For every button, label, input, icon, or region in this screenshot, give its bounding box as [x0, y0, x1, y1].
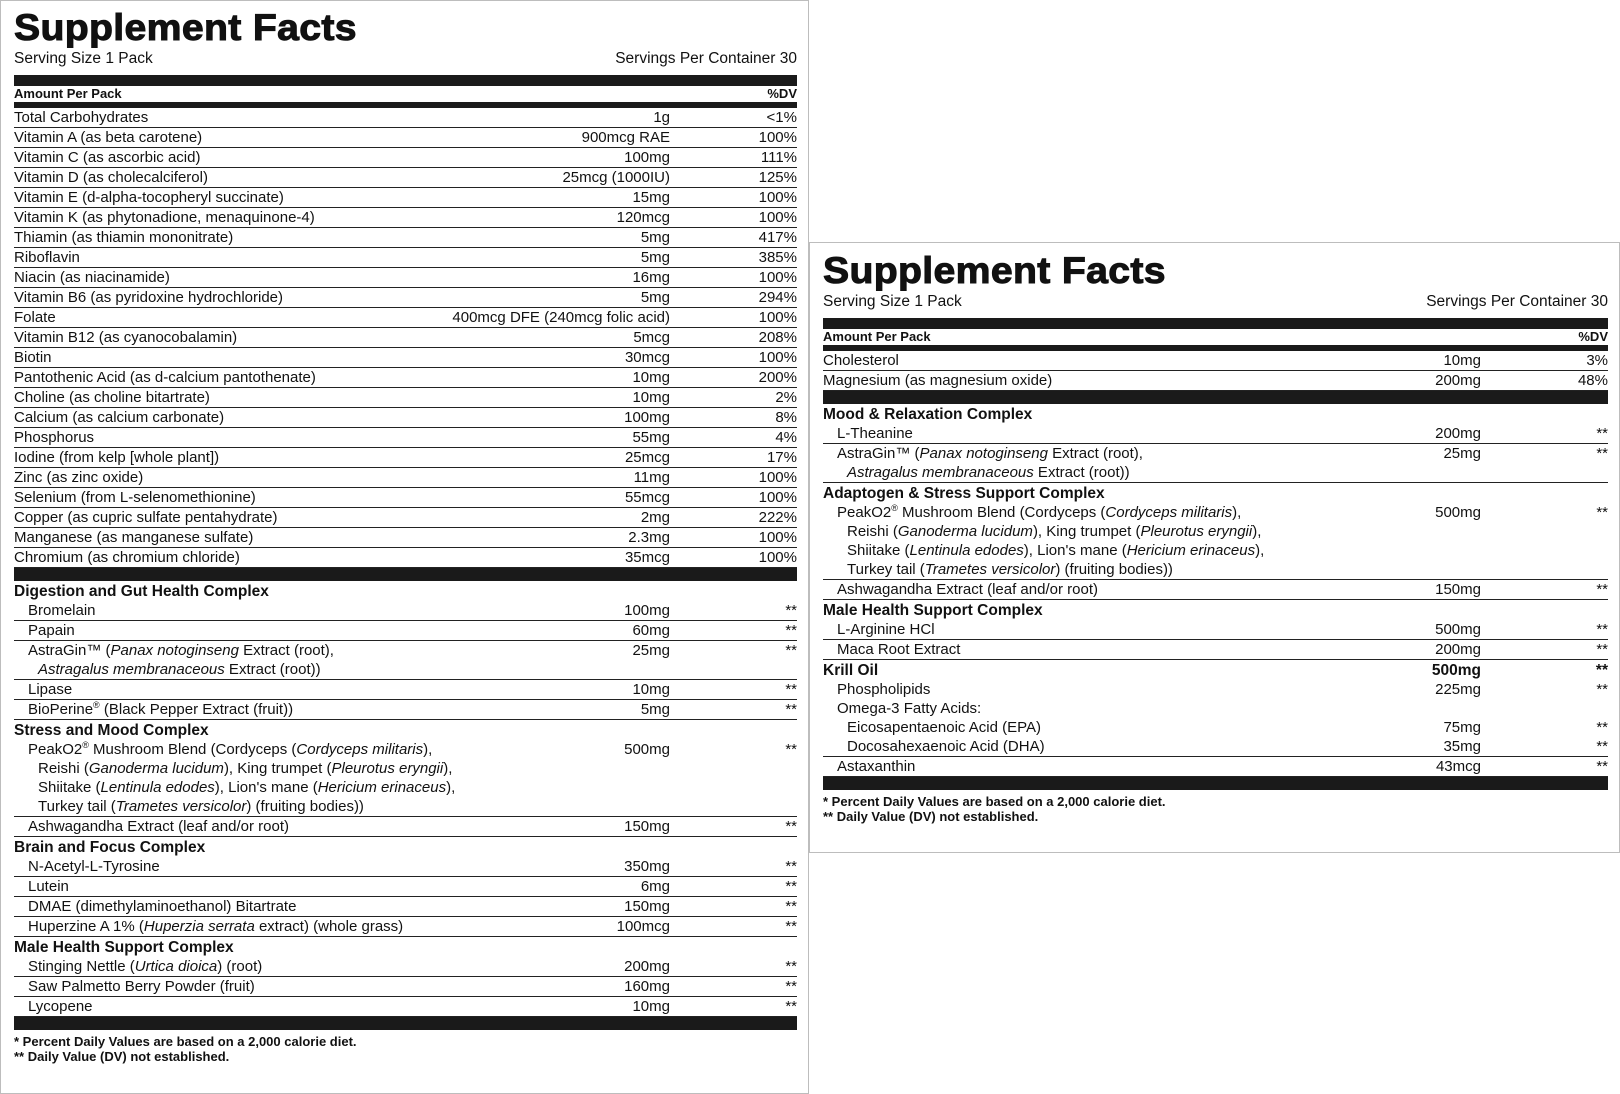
ingredient-amount: 11mg — [633, 469, 670, 486]
ingredient-name: Biotin — [14, 349, 52, 366]
ingredient-amount: 6mg — [640, 878, 670, 895]
ingredient-amount: 75mg — [1443, 719, 1481, 736]
ingredient-amount: 25mcg (1000IU) — [562, 169, 670, 186]
table-row — [14, 877, 797, 897]
divider-bar — [14, 1017, 797, 1030]
table-row — [14, 408, 797, 428]
ingredient-dv: 100% — [758, 349, 797, 366]
table-row — [14, 621, 797, 641]
column-header — [823, 329, 1608, 345]
ingredient-amount: 10mg — [632, 369, 670, 386]
table-row — [823, 620, 1608, 640]
panel-title: Supplement Facts — [823, 250, 1166, 291]
table-row — [14, 428, 797, 448]
ingredient-name: Cholesterol — [823, 352, 899, 369]
ingredient-name: Phospholipids — [837, 681, 931, 698]
table-row — [14, 957, 797, 977]
complex-title — [823, 484, 1608, 503]
ingredient-dv: 208% — [758, 329, 797, 346]
ingredient-dv: 100% — [758, 189, 797, 206]
complex-title — [14, 938, 797, 957]
table-row — [14, 680, 797, 700]
table-row — [14, 641, 797, 680]
ingredient-name: Vitamin E (d-alpha-tocopheryl succinate) — [14, 189, 284, 206]
divider-bar — [823, 777, 1608, 790]
ingredient-name: Ashwagandha Extract (leaf and/or root) — [837, 581, 1098, 598]
table-row — [14, 208, 797, 228]
ingredient-dv: 4% — [775, 429, 797, 446]
ingredient-name: Astaxanthin — [837, 758, 916, 775]
ingredient-amount: 900mcg RAE — [581, 129, 670, 146]
ingredient-name: Zinc (as zinc oxide) — [14, 469, 144, 486]
ingredient-amount: 200mg — [624, 958, 670, 975]
ingredient-amount: 25mg — [1443, 445, 1481, 462]
serving-info — [14, 49, 797, 71]
column-header — [14, 86, 797, 102]
table-row — [823, 640, 1608, 660]
ingredient-name: Docosahexaenoic Acid (DHA) — [847, 738, 1045, 755]
ingredient-amount: 500mg — [1435, 504, 1481, 521]
ingredient-dv: ** — [1596, 641, 1608, 658]
ingredient-name: L-Arginine HCl — [837, 621, 935, 638]
table-row — [14, 168, 797, 188]
table-row — [14, 700, 797, 720]
ingredient-dv: ** — [1596, 681, 1608, 698]
servings-per-container: Servings Per Container 30 — [615, 50, 797, 67]
complex-name: Male Health Support Complex — [823, 602, 1043, 619]
ingredient-amount: 150mg — [624, 818, 670, 835]
ingredient-name: Total Carbohydrates — [14, 109, 149, 126]
dv-header: %DV — [767, 86, 797, 101]
table-row — [14, 188, 797, 208]
ingredient-dv: 100% — [758, 469, 797, 486]
ingredient-name: Stinging Nettle (Urtica dioica) (root) — [28, 958, 263, 975]
complex-name: Digestion and Gut Health Complex — [14, 583, 269, 600]
ingredient-dv: 294% — [758, 289, 797, 306]
ingredient-dv: ** — [785, 878, 797, 895]
ingredient-dv: ** — [1596, 719, 1608, 736]
ingredient-amount: 5mg — [640, 701, 670, 718]
table-row — [14, 368, 797, 388]
ingredient-name: Ashwagandha Extract (leaf and/or root) — [28, 818, 289, 835]
table-row — [14, 328, 797, 348]
table-row — [14, 857, 797, 877]
complex-title — [823, 661, 1608, 680]
ingredient-amount: 10mg — [632, 998, 670, 1015]
serving-size: Serving Size 1 Pack — [14, 50, 153, 67]
ingredient-amount: 15mg — [632, 189, 670, 206]
table-row — [823, 580, 1608, 600]
ingredient-amount: 100mg — [624, 409, 670, 426]
ingredient-name: Calcium (as calcium carbonate) — [14, 409, 225, 426]
ingredient-name: Folate — [14, 309, 56, 326]
ingredient-name: Vitamin A (as beta carotene) — [14, 129, 203, 146]
table-row — [14, 508, 797, 528]
ingredient-amount: 35mg — [1443, 738, 1481, 755]
ingredient-name: AstraGin™ (Panax notoginseng Extract (root), Astragalus membranaceous Extract (root)) — [837, 445, 1143, 481]
ingredient-name: Copper (as cupric sulfate pentahydrate) — [14, 509, 278, 526]
table-row — [14, 528, 797, 548]
ingredient-amount: 100mg — [624, 149, 670, 166]
ingredient-dv: ** — [785, 602, 797, 619]
ingredient-amount: 1g — [653, 109, 670, 126]
complex-name: Brain and Focus Complex — [14, 839, 206, 856]
ingredient-dv: 385% — [758, 249, 797, 266]
ingredient-name: Iodine (from kelp [whole plant]) — [14, 449, 220, 466]
ingredient-amount: 225mg — [1435, 681, 1481, 698]
supplement-facts-panel-left — [0, 0, 809, 1094]
ingredient-dv: ** — [785, 958, 797, 975]
ingredient-amount: 160mg — [624, 978, 670, 995]
table-row — [823, 699, 1608, 718]
complex-name: Stress and Mood Complex — [14, 722, 209, 739]
ingredient-name: Manganese (as manganese sulfate) — [14, 529, 254, 546]
ingredient-amount: 350mg — [624, 858, 670, 875]
table-row — [823, 757, 1608, 777]
ingredient-dv: ** — [1596, 621, 1608, 638]
ingredient-name: Maca Root Extract — [837, 641, 961, 658]
ingredient-amount: 5mcg — [633, 329, 670, 346]
complex-amount: 500mg — [1431, 662, 1481, 679]
table-row — [14, 468, 797, 488]
serving-info — [823, 292, 1608, 314]
table-row — [14, 348, 797, 368]
ingredient-amount: 150mg — [1435, 581, 1481, 598]
complex-name: Mood & Relaxation Complex — [823, 406, 1033, 423]
table-row — [823, 351, 1608, 371]
complex-title — [823, 405, 1608, 424]
ingredient-name: Omega-3 Fatty Acids: — [837, 700, 982, 717]
ingredient-name: N-Acetyl-L-Tyrosine — [28, 858, 160, 875]
panel-content — [14, 7, 797, 1064]
ingredient-dv: 111% — [760, 149, 797, 166]
complex-name: Krill Oil — [823, 662, 879, 679]
ingredient-name: Vitamin B6 (as pyridoxine hydrochloride) — [14, 289, 284, 306]
table-row — [14, 997, 797, 1017]
table-row — [823, 503, 1608, 580]
ingredient-dv: 100% — [758, 489, 797, 506]
table-row — [14, 288, 797, 308]
ingredient-amount: 25mcg — [624, 449, 670, 466]
divider-bar — [823, 391, 1608, 404]
ingredient-dv: 100% — [758, 269, 797, 286]
ingredient-amount: 200mg — [1435, 372, 1481, 389]
ingredient-name: AstraGin™ (Panax notoginseng Extract (root), Astragalus membranaceous Extract (root)) — [28, 642, 334, 678]
table-row — [823, 718, 1608, 737]
ingredient-amount: 100mg — [624, 602, 670, 619]
ingredient-amount: 5mg — [640, 289, 670, 306]
divider-bar — [14, 75, 797, 86]
ingredient-dv: ** — [785, 681, 797, 698]
ingredient-name: Vitamin C (as ascorbic acid) — [14, 149, 201, 166]
footnote: ** Daily Value (DV) not established. — [823, 809, 1039, 824]
ingredient-amount: 400mcg DFE (240mcg folic acid) — [452, 309, 670, 326]
ingredient-name: PeakO2® Mushroom Blend (Cordyceps (Cordyceps militaris), Reishi (Ganoderma lucidum), King trumpet (Pleurotus eryngii), Shiitake (Lentinula edodes), Lion's mane (Hericium erinaceus), Turkey tail (Trametes versicolor) (fruiting bodies)) — [28, 740, 456, 815]
complex-title — [823, 601, 1608, 620]
ingredient-amount: 60mg — [632, 622, 670, 639]
ingredient-dv: 417% — [758, 229, 797, 246]
ingredient-amount: 10mg — [632, 681, 670, 698]
table-row — [14, 488, 797, 508]
ingredient-dv: ** — [785, 918, 797, 935]
ingredient-amount: 2.3mg — [628, 529, 670, 546]
footnotes — [823, 794, 1608, 824]
ingredient-amount: 5mg — [640, 249, 670, 266]
ingredient-dv: ** — [1596, 581, 1608, 598]
footnote: ** Daily Value (DV) not established. — [14, 1049, 230, 1064]
ingredient-name: Magnesium (as magnesium oxide) — [823, 372, 1053, 389]
ingredient-dv: ** — [785, 998, 797, 1015]
ingredient-dv: 100% — [758, 129, 797, 146]
panel-content — [823, 250, 1608, 824]
table-row — [823, 680, 1608, 699]
ingredient-amount: 30mcg — [624, 349, 670, 366]
panel-title: Supplement Facts — [14, 7, 357, 48]
ingredient-dv: ** — [1596, 425, 1608, 442]
ingredient-dv: 100% — [758, 549, 797, 566]
ingredient-name: Choline (as choline bitartrate) — [14, 389, 210, 406]
ingredient-amount: 10mg — [1443, 352, 1481, 369]
ingredient-dv: ** — [785, 898, 797, 915]
ingredient-name: Selenium (from L-selenomethionine) — [14, 489, 256, 506]
ingredient-name: Riboflavin — [14, 249, 80, 266]
table-row — [823, 737, 1608, 757]
footnote: * Percent Daily Values are based on a 2,000 calorie diet. — [14, 1034, 357, 1049]
ingredient-dv: 17% — [766, 449, 797, 466]
ingredient-dv: 200% — [758, 369, 797, 386]
complex-title — [14, 721, 797, 740]
ingredient-name: Huperzine A 1% (Huperzia serrata extract) (whole grass) — [28, 918, 404, 935]
ingredient-dv: ** — [1596, 504, 1608, 521]
ingredient-dv: ** — [785, 642, 797, 659]
ingredient-name: Niacin (as niacinamide) — [14, 269, 170, 286]
ingredient-amount: 120mcg — [616, 209, 670, 226]
facts-body — [823, 351, 1608, 824]
complex-title — [14, 838, 797, 857]
footnote: * Percent Daily Values are based on a 2,000 calorie diet. — [823, 794, 1166, 809]
amount-per-pack-header: Amount Per Pack — [14, 86, 122, 101]
ingredient-dv: 48% — [1577, 372, 1608, 389]
table-row — [14, 740, 797, 817]
ingredient-dv: 125% — [758, 169, 797, 186]
dv-header: %DV — [1578, 329, 1608, 344]
ingredient-amount: 500mg — [1435, 621, 1481, 638]
table-row — [14, 917, 797, 937]
supplement-facts-panel-right — [809, 242, 1620, 853]
complex-name: Adaptogen & Stress Support Complex — [823, 485, 1105, 502]
complex-dv: ** — [1595, 662, 1608, 679]
ingredient-dv: ** — [1596, 758, 1608, 775]
ingredient-name: Vitamin D (as cholecalciferol) — [14, 169, 208, 186]
ingredient-name: Lutein — [28, 878, 69, 895]
ingredient-dv: ** — [1596, 738, 1608, 755]
table-row — [823, 424, 1608, 444]
table-row — [14, 248, 797, 268]
complex-title — [14, 582, 797, 601]
ingredient-amount: 100mcg — [616, 918, 670, 935]
ingredient-amount: 55mg — [632, 429, 670, 446]
ingredient-name: DMAE (dimethylaminoethanol) Bitartrate — [28, 898, 297, 915]
ingredient-name: L-Theanine — [837, 425, 913, 442]
ingredient-amount: 500mg — [624, 741, 670, 758]
table-row — [14, 601, 797, 621]
footnotes — [14, 1034, 797, 1064]
ingredient-dv: ** — [785, 858, 797, 875]
divider-bar — [823, 318, 1608, 329]
table-row — [823, 371, 1608, 391]
ingredient-amount: 10mg — [632, 389, 670, 406]
serving-size: Serving Size 1 Pack — [823, 293, 962, 310]
ingredient-name: Phosphorus — [14, 429, 95, 446]
ingredient-name: Lycopene — [28, 998, 93, 1015]
table-row — [14, 268, 797, 288]
ingredient-amount: 16mg — [632, 269, 670, 286]
ingredient-amount: 55mcg — [624, 489, 670, 506]
ingredient-dv: 222% — [758, 509, 797, 526]
table-row — [14, 977, 797, 997]
servings-per-container: Servings Per Container 30 — [1426, 293, 1608, 310]
table-row — [823, 444, 1608, 483]
ingredient-dv: 100% — [758, 529, 797, 546]
ingredient-name: PeakO2® Mushroom Blend (Cordyceps (Cordyceps militaris), Reishi (Ganoderma lucidum), King trumpet (Pleurotus eryngii), Shiitake (Lentinula edodes), Lion's mane (Hericium erinaceus), Turkey tail (Trametes versicolor) (fruiting bodies)) — [837, 503, 1265, 578]
ingredient-name: Saw Palmetto Berry Powder (fruit) — [28, 978, 255, 995]
ingredient-dv: ** — [785, 701, 797, 718]
ingredient-dv: 2% — [775, 389, 797, 406]
table-row — [14, 817, 797, 837]
ingredient-dv: 100% — [758, 309, 797, 326]
table-row — [14, 108, 797, 128]
ingredient-name: Chromium (as chromium chloride) — [14, 549, 240, 566]
ingredient-amount: 25mg — [632, 642, 670, 659]
table-row — [14, 308, 797, 328]
ingredient-dv: ** — [1596, 445, 1608, 462]
ingredient-name: Vitamin B12 (as cyanocobalamin) — [14, 329, 238, 346]
ingredient-name: Thiamin (as thiamin mononitrate) — [14, 229, 234, 246]
ingredient-amount: 43mcg — [1435, 758, 1481, 775]
table-row — [14, 897, 797, 917]
ingredient-name: Eicosapentaenoic Acid (EPA) — [847, 719, 1041, 736]
ingredient-name: Bromelain — [28, 602, 96, 619]
facts-body — [14, 108, 797, 1064]
table-row — [14, 548, 797, 568]
ingredient-dv: ** — [785, 741, 797, 758]
table-row — [14, 448, 797, 468]
ingredient-amount: 200mg — [1435, 641, 1481, 658]
ingredient-dv: ** — [785, 978, 797, 995]
ingredient-dv: 3% — [1586, 352, 1608, 369]
ingredient-dv: 100% — [758, 209, 797, 226]
ingredient-amount: 200mg — [1435, 425, 1481, 442]
ingredient-dv: 8% — [775, 409, 797, 426]
ingredient-amount: 2mg — [640, 509, 670, 526]
ingredient-dv: ** — [785, 818, 797, 835]
ingredient-name: Pantothenic Acid (as d-calcium pantothenate) — [14, 369, 316, 386]
ingredient-name: BioPerine® (Black Pepper Extract (fruit)) — [28, 700, 294, 718]
divider-bar — [14, 568, 797, 581]
complex-name: Male Health Support Complex — [14, 939, 234, 956]
ingredient-dv: <1% — [766, 109, 797, 126]
table-row — [14, 128, 797, 148]
ingredient-name: Vitamin K (as phytonadione, menaquinone-4) — [14, 209, 315, 226]
table-row — [14, 148, 797, 168]
amount-per-pack-header: Amount Per Pack — [823, 329, 931, 344]
ingredient-amount: 35mcg — [624, 549, 670, 566]
table-row — [14, 388, 797, 408]
ingredient-amount: 5mg — [640, 229, 670, 246]
ingredient-name: Papain — [28, 622, 75, 639]
ingredient-name: Lipase — [28, 681, 73, 698]
ingredient-dv: ** — [785, 622, 797, 639]
ingredient-amount: 150mg — [624, 898, 670, 915]
table-row — [14, 228, 797, 248]
